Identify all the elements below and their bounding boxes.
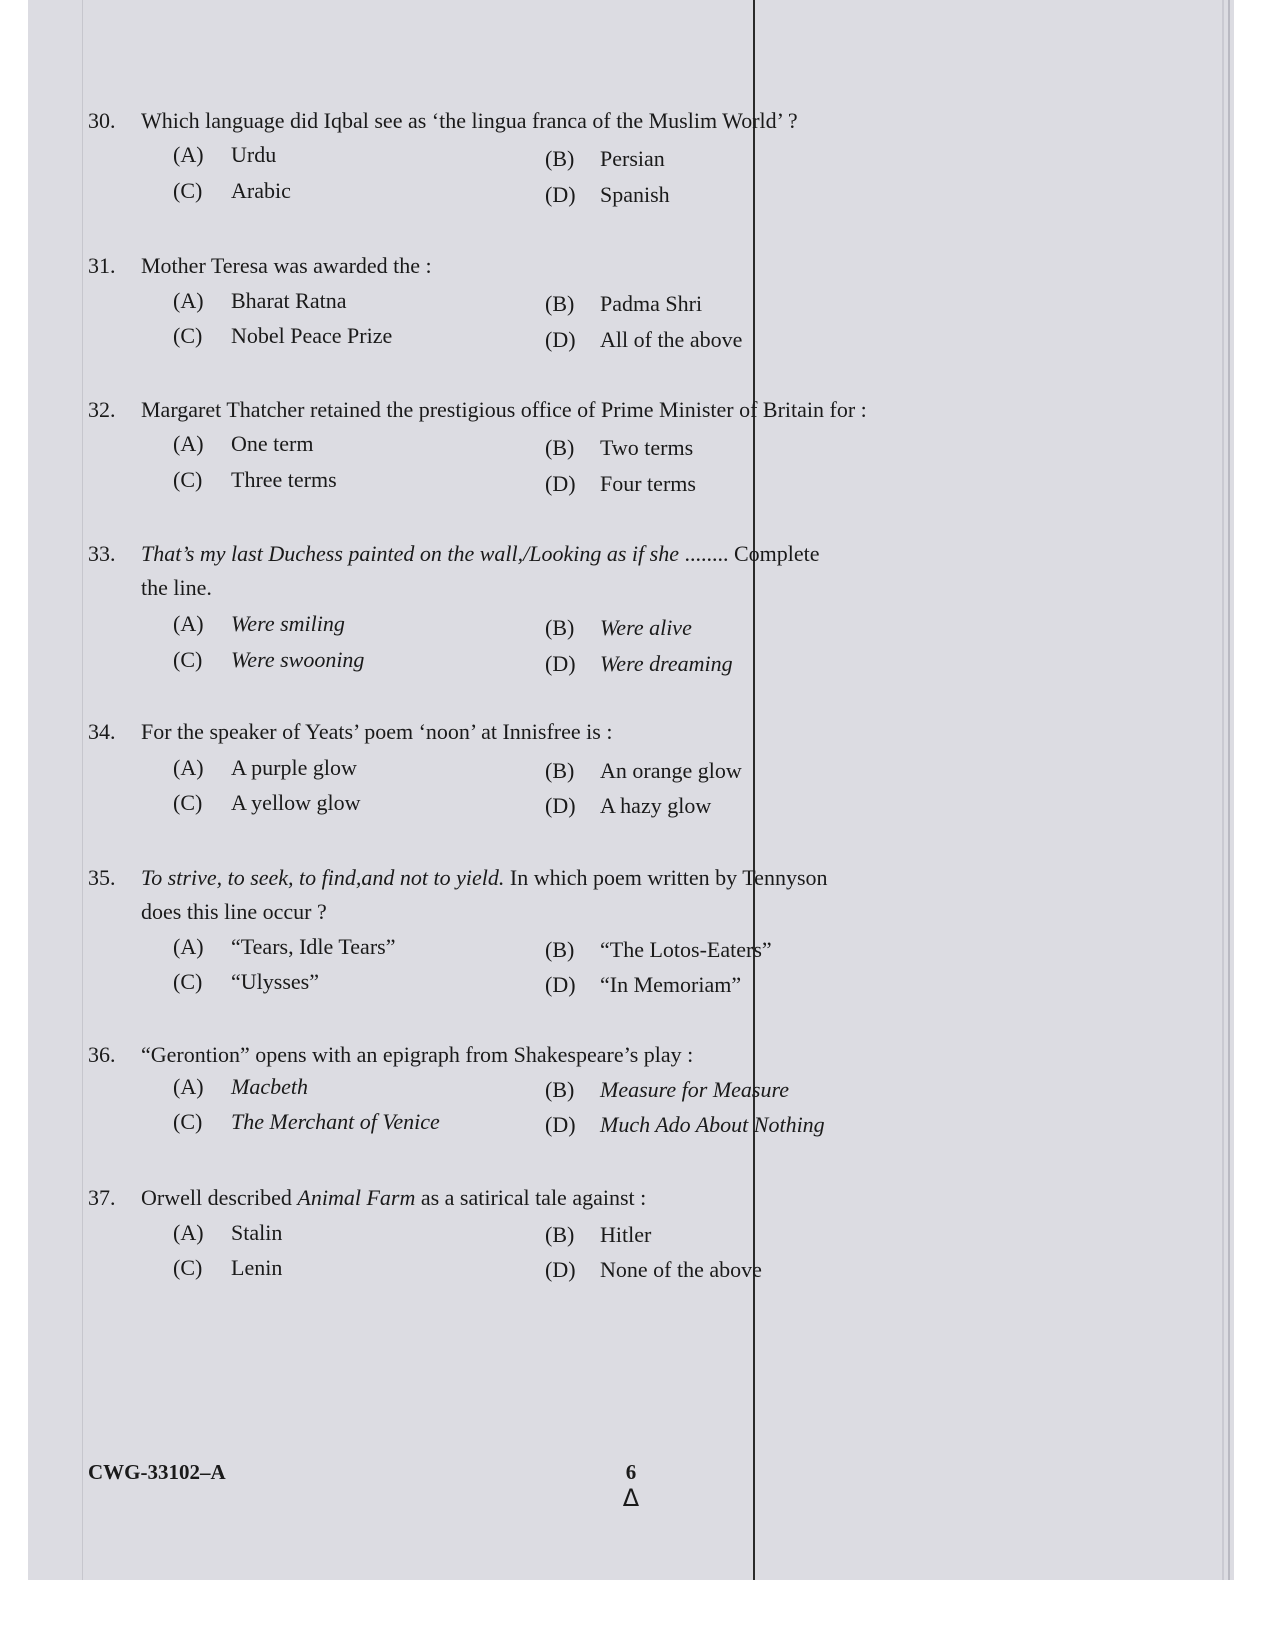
option-text: A hazy glow [600, 793, 712, 818]
question-text: as a satirical tale against : [415, 1185, 647, 1210]
quoted-line: To strive, to seek, to find,and not to yield. [141, 865, 505, 890]
option-letter: (D) [545, 1257, 576, 1282]
option-letter: (B) [545, 758, 575, 783]
option-letter: (A) [173, 431, 204, 456]
margin-line [82, 0, 83, 1580]
option-text: Spanish [600, 182, 670, 207]
option-letter: (D) [545, 1112, 576, 1137]
option-text: “Tears, Idle Tears” [231, 934, 396, 959]
option-letter: (D) [545, 182, 576, 207]
option-text: Were smiling [231, 611, 345, 636]
question-text: Margaret Thatcher retained the prestigious office of Prime Minister of Britain for : [141, 397, 867, 422]
option-letter: (C) [173, 647, 203, 672]
option-text: Stalin [231, 1220, 283, 1245]
fold-line [753, 0, 755, 1580]
delta-mark: Δ [622, 1484, 640, 1512]
option-letter: (C) [173, 323, 203, 348]
option-text: “The Lotos-Eaters” [600, 937, 772, 962]
option-text: “Ulysses” [231, 969, 319, 994]
option-letter: (A) [173, 1220, 204, 1245]
option-text: “In Memoriam” [600, 972, 742, 997]
option-letter: (C) [173, 1109, 203, 1134]
option-text: Bharat Ratna [231, 288, 347, 313]
option-letter: (D) [545, 471, 576, 496]
option-letter: (D) [545, 651, 576, 676]
option-letter: (B) [545, 291, 575, 316]
question-number: 34. [88, 719, 116, 744]
option-text: Persian [600, 146, 665, 171]
quoted-line: That’s my last Duchess painted on the wall,/Looking as if she [141, 541, 679, 566]
question-number: 32. [88, 397, 116, 422]
option-text: All of the above [600, 327, 743, 352]
option-letter: (B) [545, 146, 575, 171]
question-number: 36. [88, 1042, 116, 1067]
paper-sheet [28, 0, 1234, 1580]
question-number: 30. [88, 108, 116, 133]
question-text: Which language did Iqbal see as ‘the lingua franca of the Muslim World’ ? [141, 108, 798, 133]
question-text: In which poem written by Tennyson [504, 865, 828, 890]
option-letter: (D) [545, 972, 576, 997]
option-text: The Merchant of Venice [231, 1109, 440, 1134]
option-letter: (D) [545, 793, 576, 818]
page-number: 6 [625, 1460, 637, 1484]
option-text: An orange glow [600, 758, 742, 783]
book-title: Animal Farm [297, 1185, 416, 1210]
option-letter: (A) [173, 288, 204, 313]
option-letter: (C) [173, 467, 203, 492]
option-letter: (C) [173, 969, 203, 994]
option-letter: (A) [173, 934, 204, 959]
option-text: Three terms [231, 467, 337, 492]
option-letter: (A) [173, 1074, 204, 1099]
option-text: Hitler [600, 1222, 652, 1247]
question-text: For the speaker of Yeats’ poem ‘noon’ at Innisfree is : [141, 719, 613, 744]
option-text: A yellow glow [231, 790, 361, 815]
option-letter: (C) [173, 790, 203, 815]
option-text: Two terms [600, 435, 694, 460]
question-text-continued: does this line occur ? [141, 899, 327, 924]
option-text: Urdu [231, 142, 277, 167]
option-letter: (B) [545, 1077, 575, 1102]
paper-code: CWG-33102–A [88, 1460, 226, 1484]
option-letter: (A) [173, 755, 204, 780]
question-number: 33. [88, 541, 116, 566]
sheet-edge [1222, 0, 1224, 1580]
question-number: 37. [88, 1185, 116, 1210]
option-letter: (A) [173, 142, 204, 167]
option-text: Nobel Peace Prize [231, 323, 393, 348]
option-letter: (C) [173, 1255, 203, 1280]
question-text: Orwell described [141, 1185, 298, 1210]
question-number: 31. [88, 253, 116, 278]
option-text: Arabic [231, 178, 291, 203]
option-letter: (D) [545, 327, 576, 352]
option-text: Were dreaming [600, 651, 733, 676]
option-text: Much Ado About Nothing [600, 1112, 825, 1137]
question-text-continued: the line. [141, 575, 212, 600]
option-text: A purple glow [231, 755, 357, 780]
sheet-edge [1228, 0, 1230, 1580]
option-letter: (A) [173, 611, 204, 636]
option-text: Lenin [231, 1255, 283, 1280]
option-letter: (B) [545, 615, 575, 640]
question-number: 35. [88, 865, 116, 890]
question-text: Mother Teresa was awarded the : [141, 253, 432, 278]
option-text: Were alive [600, 615, 692, 640]
option-text: Were swooning [231, 647, 365, 672]
question-text: “Gerontion” opens with an epigraph from Shakespeare’s play : [141, 1042, 694, 1067]
option-letter: (B) [545, 435, 575, 460]
option-text: Four terms [600, 471, 696, 496]
option-letter: (C) [173, 178, 203, 203]
option-text: Padma Shri [600, 291, 703, 316]
option-text: Macbeth [231, 1074, 308, 1099]
option-text: Measure for Measure [600, 1077, 789, 1102]
option-text: None of the above [600, 1257, 762, 1282]
option-letter: (B) [545, 1222, 575, 1247]
option-letter: (B) [545, 937, 575, 962]
option-text: One term [231, 431, 314, 456]
question-text: ........ Complete [678, 541, 820, 566]
